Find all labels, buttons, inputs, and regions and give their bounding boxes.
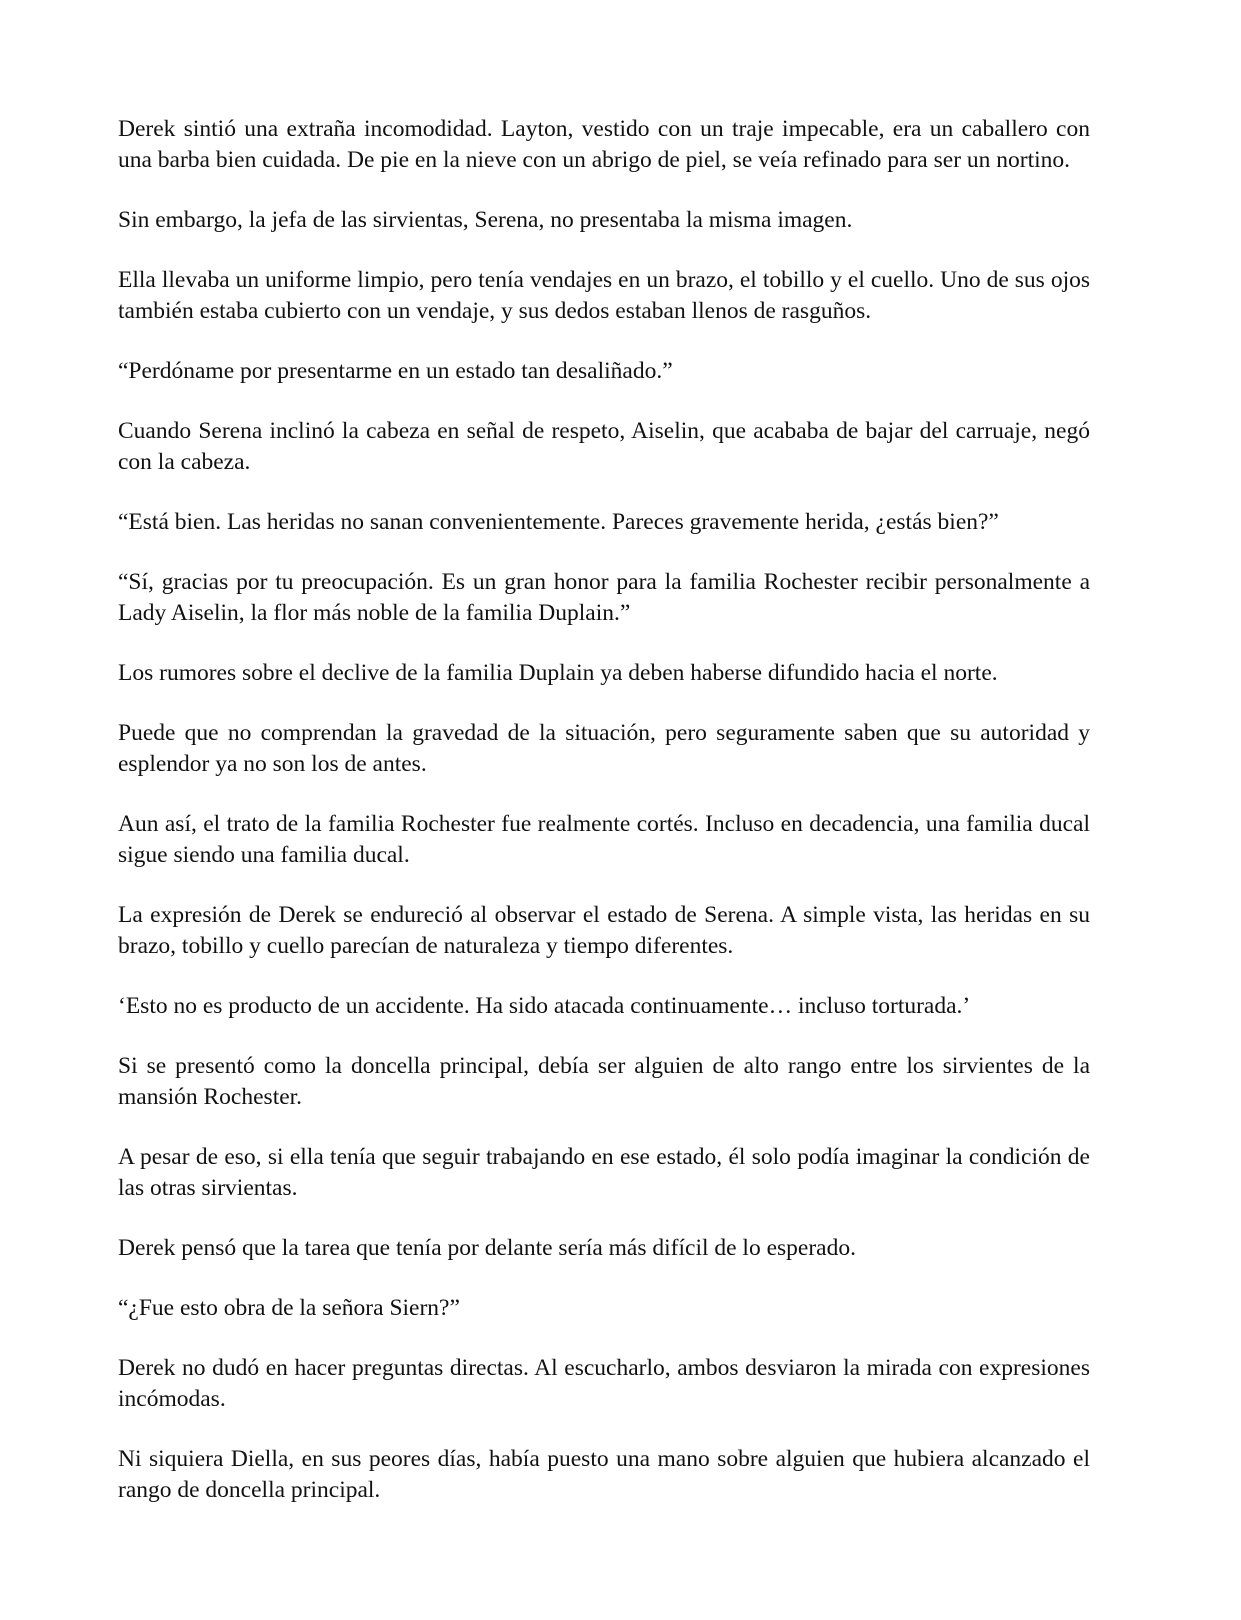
paragraph: Si se presentó como la doncella principal, debía ser alguien de alto rango entre los sirvientes de la mansión Rochester.: [118, 1053, 1090, 1110]
paragraph: Puede que no comprendan la gravedad de la situación, pero seguramente saben que su autoridad y esplendor ya no son los de antes.: [118, 720, 1090, 777]
paragraph: Ni siquiera Diella, en sus peores días, había puesto una mano sobre alguien que hubiera alcanzado el rango de doncella principal.: [118, 1446, 1090, 1503]
paragraph: Los rumores sobre el declive de la familia Duplain ya deben haberse difundido hacia el norte.: [118, 660, 998, 686]
paragraph: Aun así, el trato de la familia Rochester fue realmente cortés. Incluso en decadencia, una familia ducal sigue siendo una familia ducal.: [118, 811, 1090, 868]
paragraph: Cuando Serena inclinó la cabeza en señal de respeto, Aiselin, que acababa de bajar del carruaje, negó con la cabeza.: [118, 418, 1090, 475]
document-body: [118, 114, 1090, 1535]
paragraph: “Está bien. Las heridas no sanan convenientemente. Pareces gravemente herida, ¿estás bien?”: [118, 509, 999, 535]
paragraph: Derek pensó que la tarea que tenía por delante sería más difícil de lo esperado.: [118, 1235, 856, 1261]
paragraph: A pesar de eso, si ella tenía que seguir trabajando en ese estado, él solo podía imaginar la condición de las otras sirvientas.: [118, 1144, 1090, 1201]
paragraph: ‘Esto no es producto de un accidente. Ha sido atacada continuamente… incluso torturada.’: [118, 993, 971, 1019]
paragraph: Sin embargo, la jefa de las sirvientas, Serena, no presentaba la misma imagen.: [118, 207, 853, 233]
paragraph: Derek no dudó en hacer preguntas directas. Al escucharlo, ambos desviaron la mirada con expresiones incómodas.: [118, 1355, 1090, 1412]
paragraph: La expresión de Derek se endureció al observar el estado de Serena. A simple vista, las heridas en su brazo, tobillo y cuello parecían de naturaleza y tiempo diferentes.: [118, 902, 1090, 959]
paragraph: Ella llevaba un uniforme limpio, pero tenía vendajes en un brazo, el tobillo y el cuello. Uno de sus ojos también estaba cubierto con un vendaje, y sus dedos estaban llenos de rasguños.: [118, 267, 1090, 324]
paragraph: Derek sintió una extraña incomodidad. Layton, vestido con un traje impecable, era un caballero con una barba bien cuidada. De pie en la nieve con un abrigo de piel, se veía refinado para ser un nortino.: [118, 116, 1090, 173]
paragraph: “Perdóname por presentarme en un estado tan desaliñado.”: [118, 358, 673, 384]
paragraph: “¿Fue esto obra de la señora Siern?”: [118, 1295, 460, 1321]
paragraph: “Sí, gracias por tu preocupación. Es un gran honor para la familia Rochester recibir personalmente a Lady Aiselin, la flor más noble de la familia Duplain.”: [118, 569, 1090, 626]
